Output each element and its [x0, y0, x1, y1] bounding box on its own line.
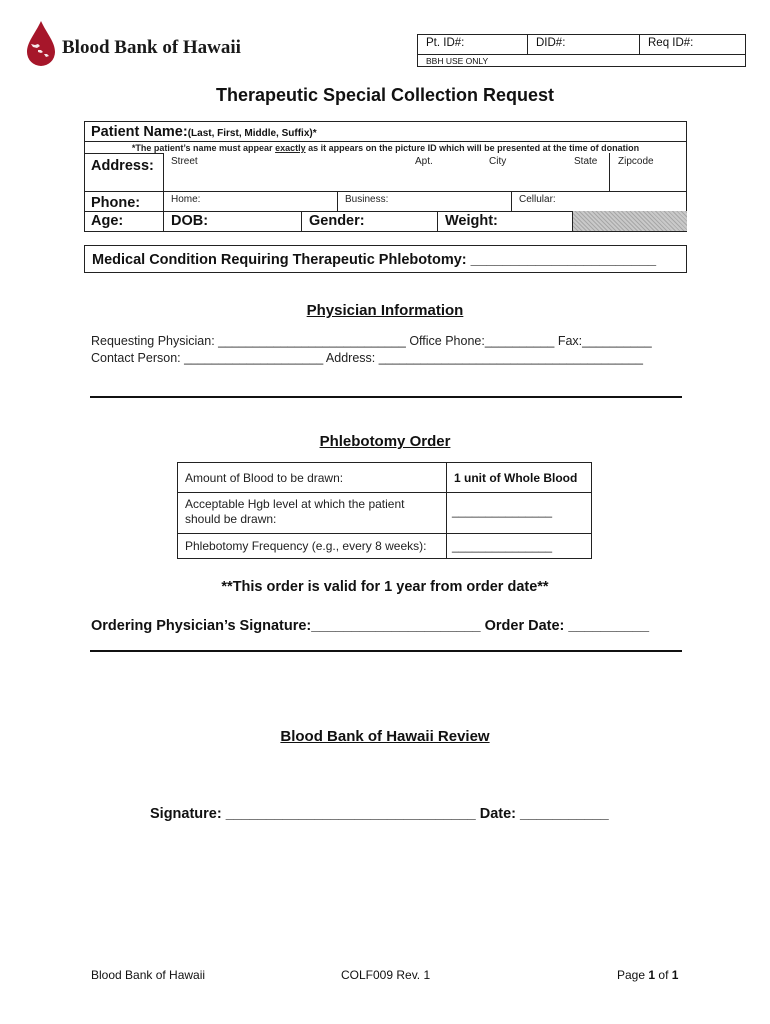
footer-org: Blood Bank of Hawaii	[91, 968, 206, 982]
review-heading: Blood Bank of Hawaii Review	[280, 728, 490, 745]
bbh-use-only-label: BBH USE ONLY	[426, 56, 489, 66]
logo-text: Blood Bank of Hawaii	[62, 37, 241, 58]
hgb-level-value[interactable]: _______________	[452, 504, 553, 518]
pt-id-field[interactable]: Pt. ID#:	[426, 37, 465, 49]
ordering-signature-line[interactable]: Ordering Physician’s Signature:_____________________ Order Date: __________	[91, 618, 650, 634]
section-divider	[90, 396, 682, 398]
home-phone-field[interactable]: Home:	[171, 194, 201, 205]
hgb-level-label-2: should be drawn:	[185, 512, 277, 526]
zipcode-field[interactable]: Zipcode	[618, 156, 654, 167]
page-title: Therapeutic Special Collection Request	[215, 85, 555, 105]
business-phone-field[interactable]: Business:	[345, 194, 389, 205]
req-id-field[interactable]: Req ID#:	[639, 35, 745, 54]
patient-name-label[interactable]: Patient Name:(Last, First, Middle, Suffix)*	[91, 124, 317, 140]
blood-drop-icon	[25, 20, 65, 68]
dob-field[interactable]: DOB:	[171, 213, 209, 229]
state-field[interactable]: State	[574, 156, 598, 167]
patient-name-note: *The patient’s name must appear exactly as it appears on the picture ID which will be presented at the time of donation	[131, 143, 640, 153]
amount-value[interactable]: 1 unit of Whole Blood	[454, 471, 578, 485]
city-field[interactable]: City	[489, 156, 507, 167]
review-signature-line[interactable]: Signature: _______________________________ Date: ___________	[150, 806, 609, 822]
patient-info-table	[84, 121, 687, 232]
medical-condition-box[interactable]	[84, 245, 687, 273]
requesting-physician-line[interactable]: Requesting Physician: ___________________________ Office Phone:__________ Fax:__________	[91, 334, 652, 348]
cellular-phone-field[interactable]: Cellular:	[519, 194, 556, 205]
apt-field[interactable]: Apt.	[415, 156, 433, 167]
footer-form-code: COLF009 Rev. 1	[341, 968, 431, 982]
street-field[interactable]: Street	[171, 156, 198, 167]
patient-name-hint: (Last, First, Middle, Suffix)*	[187, 128, 317, 139]
did-field[interactable]: DID#:	[527, 35, 639, 54]
phlebotomy-order-table	[177, 462, 592, 559]
phlebotomy-order-heading: Phlebotomy Order	[319, 433, 451, 450]
address-label: Address:	[91, 158, 154, 174]
amount-label: Amount of Blood to be drawn:	[185, 471, 344, 485]
phone-label: Phone:	[91, 195, 141, 211]
medical-condition-label: Medical Condition Requiring Therapeutic Phlebotomy: _______________________	[92, 252, 657, 268]
frequency-label: Phlebotomy Frequency (e.g., every 8 weeks):	[185, 539, 427, 553]
hgb-level-label: Acceptable Hgb level at which the patient	[185, 497, 405, 511]
gender-field[interactable]: Gender:	[309, 213, 365, 229]
contact-person-line[interactable]: Contact Person: ____________________ Address: ______________________________________	[91, 351, 643, 365]
validity-note: **This order is valid for 1 year from order date**	[221, 579, 549, 595]
shaded-cell	[573, 211, 687, 231]
age-field[interactable]: Age:	[91, 213, 124, 229]
frequency-value[interactable]: _______________	[452, 539, 553, 553]
physician-info-heading: Physician Information	[306, 302, 464, 319]
bbh-use-only-box	[417, 34, 746, 67]
weight-field[interactable]: Weight:	[445, 213, 498, 229]
footer-page-number: Page 1 of 1	[617, 968, 679, 982]
section-divider-2	[90, 650, 682, 652]
logo	[25, 20, 275, 70]
